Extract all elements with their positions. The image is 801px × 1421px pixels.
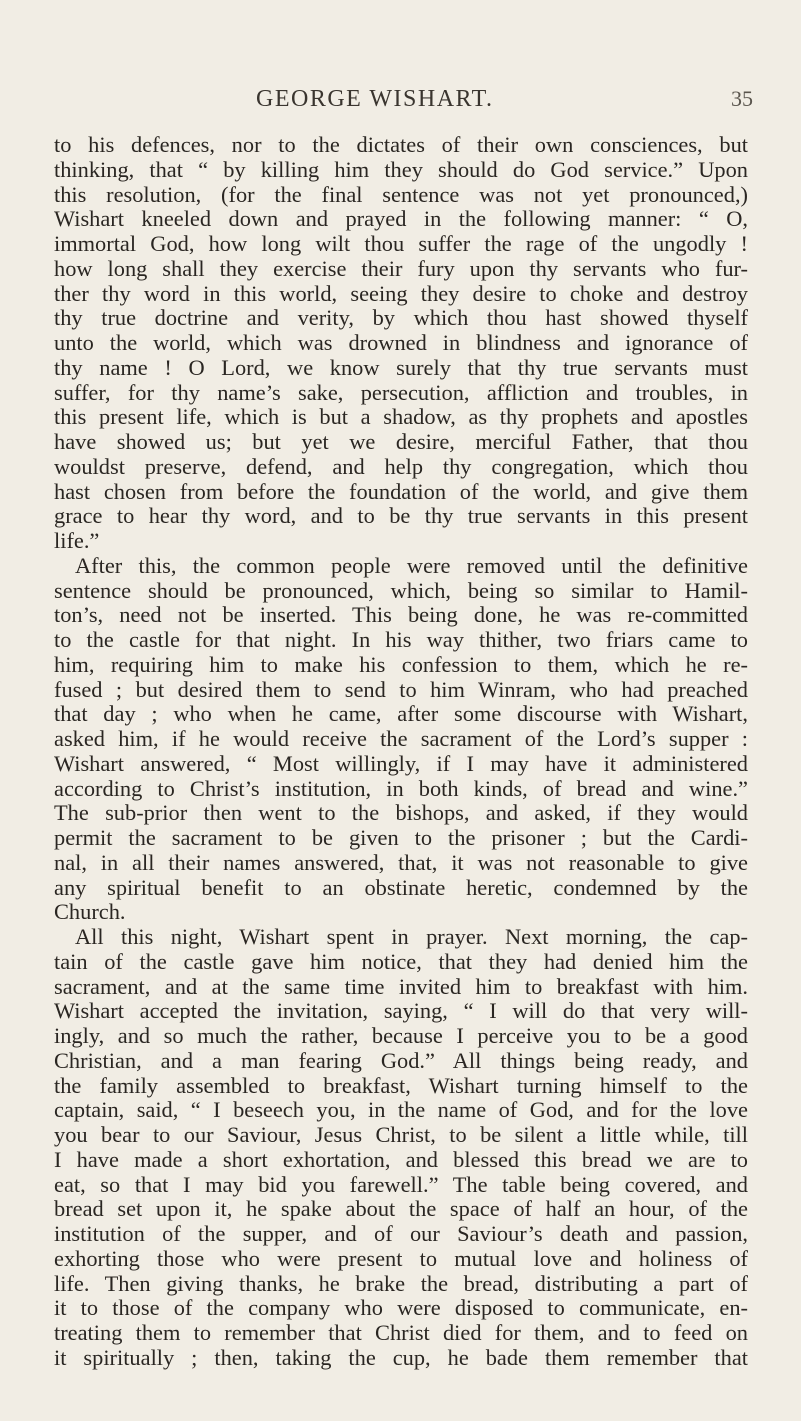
text-line: ingly, and so much the rather, because I perceive you to be a good (54, 1024, 748, 1048)
text-line: exhorting those who were present to mutual love and holiness of (54, 1246, 748, 1271)
text-line: eat, so that I may bid you farewell.” The table being covered, and (54, 1172, 748, 1197)
text-line: sacrament, and at the same time invited him to breakfast with him. (54, 974, 748, 999)
text-line: to the castle for that night. In his way thither, two friars came to (54, 628, 748, 652)
text-line: it to those of the company who were disposed to communicate, en- (54, 1296, 748, 1321)
text-line: life. Then giving thanks, he brake the bread, distributing a part of (54, 1271, 748, 1296)
text-line: All this night, Wishart spent in prayer. Next morning, the cap- (75, 925, 748, 949)
running-title: GEORGE WISHART. (256, 86, 494, 112)
text-line: Wishart answered, “ Most willingly, if I may have it administered (54, 751, 748, 776)
text-line: wouldst preserve, defend, and help thy congregation, which thou (54, 454, 748, 479)
text-line: have showed us; but yet we desire, merciful Father, that thou (54, 430, 748, 454)
text-line: Wishart accepted the invitation, saying, “ I will do that very will- (54, 999, 748, 1024)
text-line: asked him, if he would receive the sacrament of the Lord’s supper : (54, 727, 748, 751)
text-line: Wishart kneeled down and prayed in the following manner: “ O, (54, 207, 748, 232)
text-line: hast chosen from before the foundation of the world, and give them (54, 479, 748, 504)
text-line: to his defences, nor to the dictates of their own consciences, but (54, 133, 748, 157)
running-head (0, 86, 801, 116)
text-line: unto the world, which was drowned in blindness and ignorance of (54, 331, 748, 355)
text-line: permit the sacrament to be given to the prisoner ; but the Cardi- (54, 826, 748, 850)
text-line: nal, in all their names answered, that, it was not reasonable to give (54, 850, 748, 875)
text-line: suffer, for thy name’s sake, persecution, affliction and troubles, in (54, 380, 748, 405)
text-line: ton’s, need not be inserted. This being done, he was re-committed (54, 603, 748, 628)
text-line: The sub-prior then went to the bishops, and asked, if they would (54, 801, 748, 826)
text-line: thinking, that “ by killing him they should do God service.” Upon (54, 157, 748, 182)
text-line: thy true doctrine and verity, by which thou hast showed thyself (54, 306, 748, 331)
text-line: immortal God, how long wilt thou suffer the rage of the ungodly ! (54, 232, 748, 256)
text-line: treating them to remember that Christ died for them, and to feed on (54, 1321, 748, 1345)
text-line: thy name ! O Lord, we know surely that thy true servants must (54, 355, 748, 380)
text-line: it spiritually ; then, taking the cup, he bade them remember that (54, 1345, 748, 1370)
text-line: bread set upon it, he spake about the space of half an hour, of the (54, 1197, 748, 1222)
text-line: that day ; who when he came, after some discourse with Wishart, (54, 702, 748, 727)
text-line: Christian, and a man fearing God.” All things being ready, and (54, 1048, 748, 1073)
text-line: fused ; but desired them to send to him Winram, who had preached (54, 677, 748, 702)
text-line: Church. (54, 900, 126, 925)
text-line: according to Christ’s institution, in both kinds, of bread and wine.” (54, 776, 748, 801)
text-line: life.” (54, 529, 100, 553)
text-line: any spiritual benefit to an obstinate heretic, condemned by the (54, 875, 748, 900)
page-number: 35 (731, 86, 753, 111)
text-line: this present life, which is but a shadow, as thy prophets and apostles (54, 405, 748, 430)
text-line: grace to hear thy word, and to be thy true servants in this present (54, 504, 748, 529)
text-line: tain of the castle gave him notice, that they had denied him the (54, 949, 748, 974)
text-line: institution of the supper, and of our Saviour’s death and passion, (54, 1222, 748, 1246)
text-line: this resolution, (for the final sentence was not yet pronounced,) (54, 182, 748, 207)
text-line: sentence should be pronounced, which, being so similar to Hamil- (54, 578, 748, 603)
text-line: captain, said, “ I beseech you, in the name of God, and for the love (54, 1098, 748, 1123)
text-line: After this, the common people were removed until the definitive (75, 553, 748, 578)
text-line: him, requiring him to make his confession to them, which he re- (54, 652, 748, 677)
text-line: I have made a short exhortation, and blessed this bread we are to (54, 1147, 748, 1172)
text-line: you bear to our Saviour, Jesus Christ, to be silent a little while, till (54, 1123, 748, 1147)
text-line: how long shall they exercise their fury upon thy servants who fur- (54, 256, 748, 281)
text-line: ther thy word in this world, seeing they desire to choke and destroy (54, 281, 748, 306)
body-text (54, 133, 748, 1371)
text-line: the family assembled to breakfast, Wishart turning himself to the (54, 1073, 748, 1098)
